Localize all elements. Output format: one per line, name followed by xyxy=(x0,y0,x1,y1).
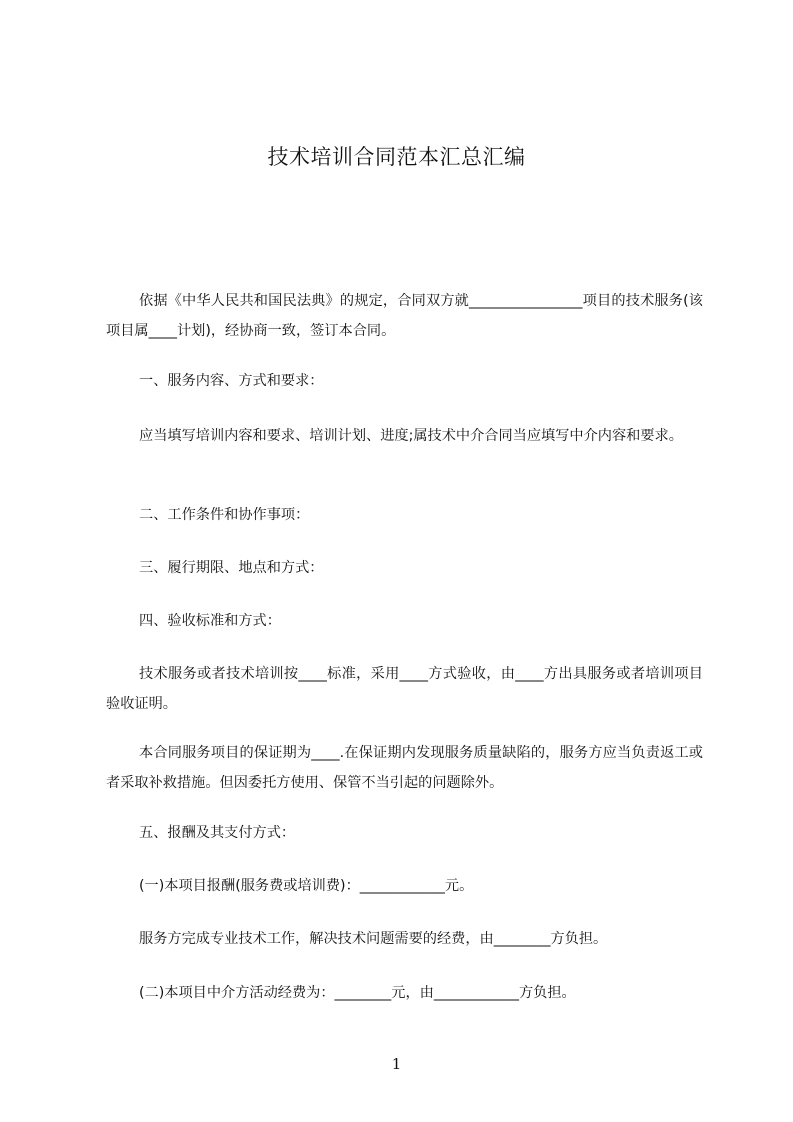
document-title: 技术培训合同范本汇总汇编 xyxy=(267,145,526,169)
section-heading-performance: 三、履行期限、地点和方式： xyxy=(139,560,324,576)
page-number: 1 xyxy=(391,1055,402,1073)
payment-item-2: (二)本项目中介方活动经费为：________元，由____________方负担。 xyxy=(139,985,576,1001)
payment-expense-paragraph: 服务方完成专业技术工作，解决技术问题需要的经费，由________方负担。 xyxy=(139,931,608,947)
service-content-paragraph: 应当填写培训内容和要求、培训计划、进度;属技术中介合同当应填写中介内容和要求。 xyxy=(139,428,683,444)
acceptance-paragraph: 技术服务或者技术培训按____标准，采用____方式验收，由____方出具服务或者培训项目验收证明。 xyxy=(106,666,703,712)
warranty-paragraph: 本合同服务项目的保证期为____.在保证期内发现服务质量缺陷的，服务方应当负责返工或者采取补救措施。但因委托方使用、保管不当引起的问题除外。 xyxy=(106,745,703,791)
section-heading-working-conditions: 二、工作条件和协作事项： xyxy=(139,507,310,523)
intro-paragraph: 依据《中华人民共和国民法典》的规定，合同双方就________________项目的技术服务(该项目属____计划)，经协商一致，签订本合同。 xyxy=(106,293,703,339)
payment-item-1: (一)本项目报酬(服务费或培训费)：____________元。 xyxy=(139,878,474,894)
section-heading-service-content: 一、服务内容、方式和要求： xyxy=(139,373,324,389)
section-heading-acceptance: 四、验收标准和方式： xyxy=(139,613,281,629)
section-heading-payment: 五、报酬及其支付方式： xyxy=(139,825,296,841)
